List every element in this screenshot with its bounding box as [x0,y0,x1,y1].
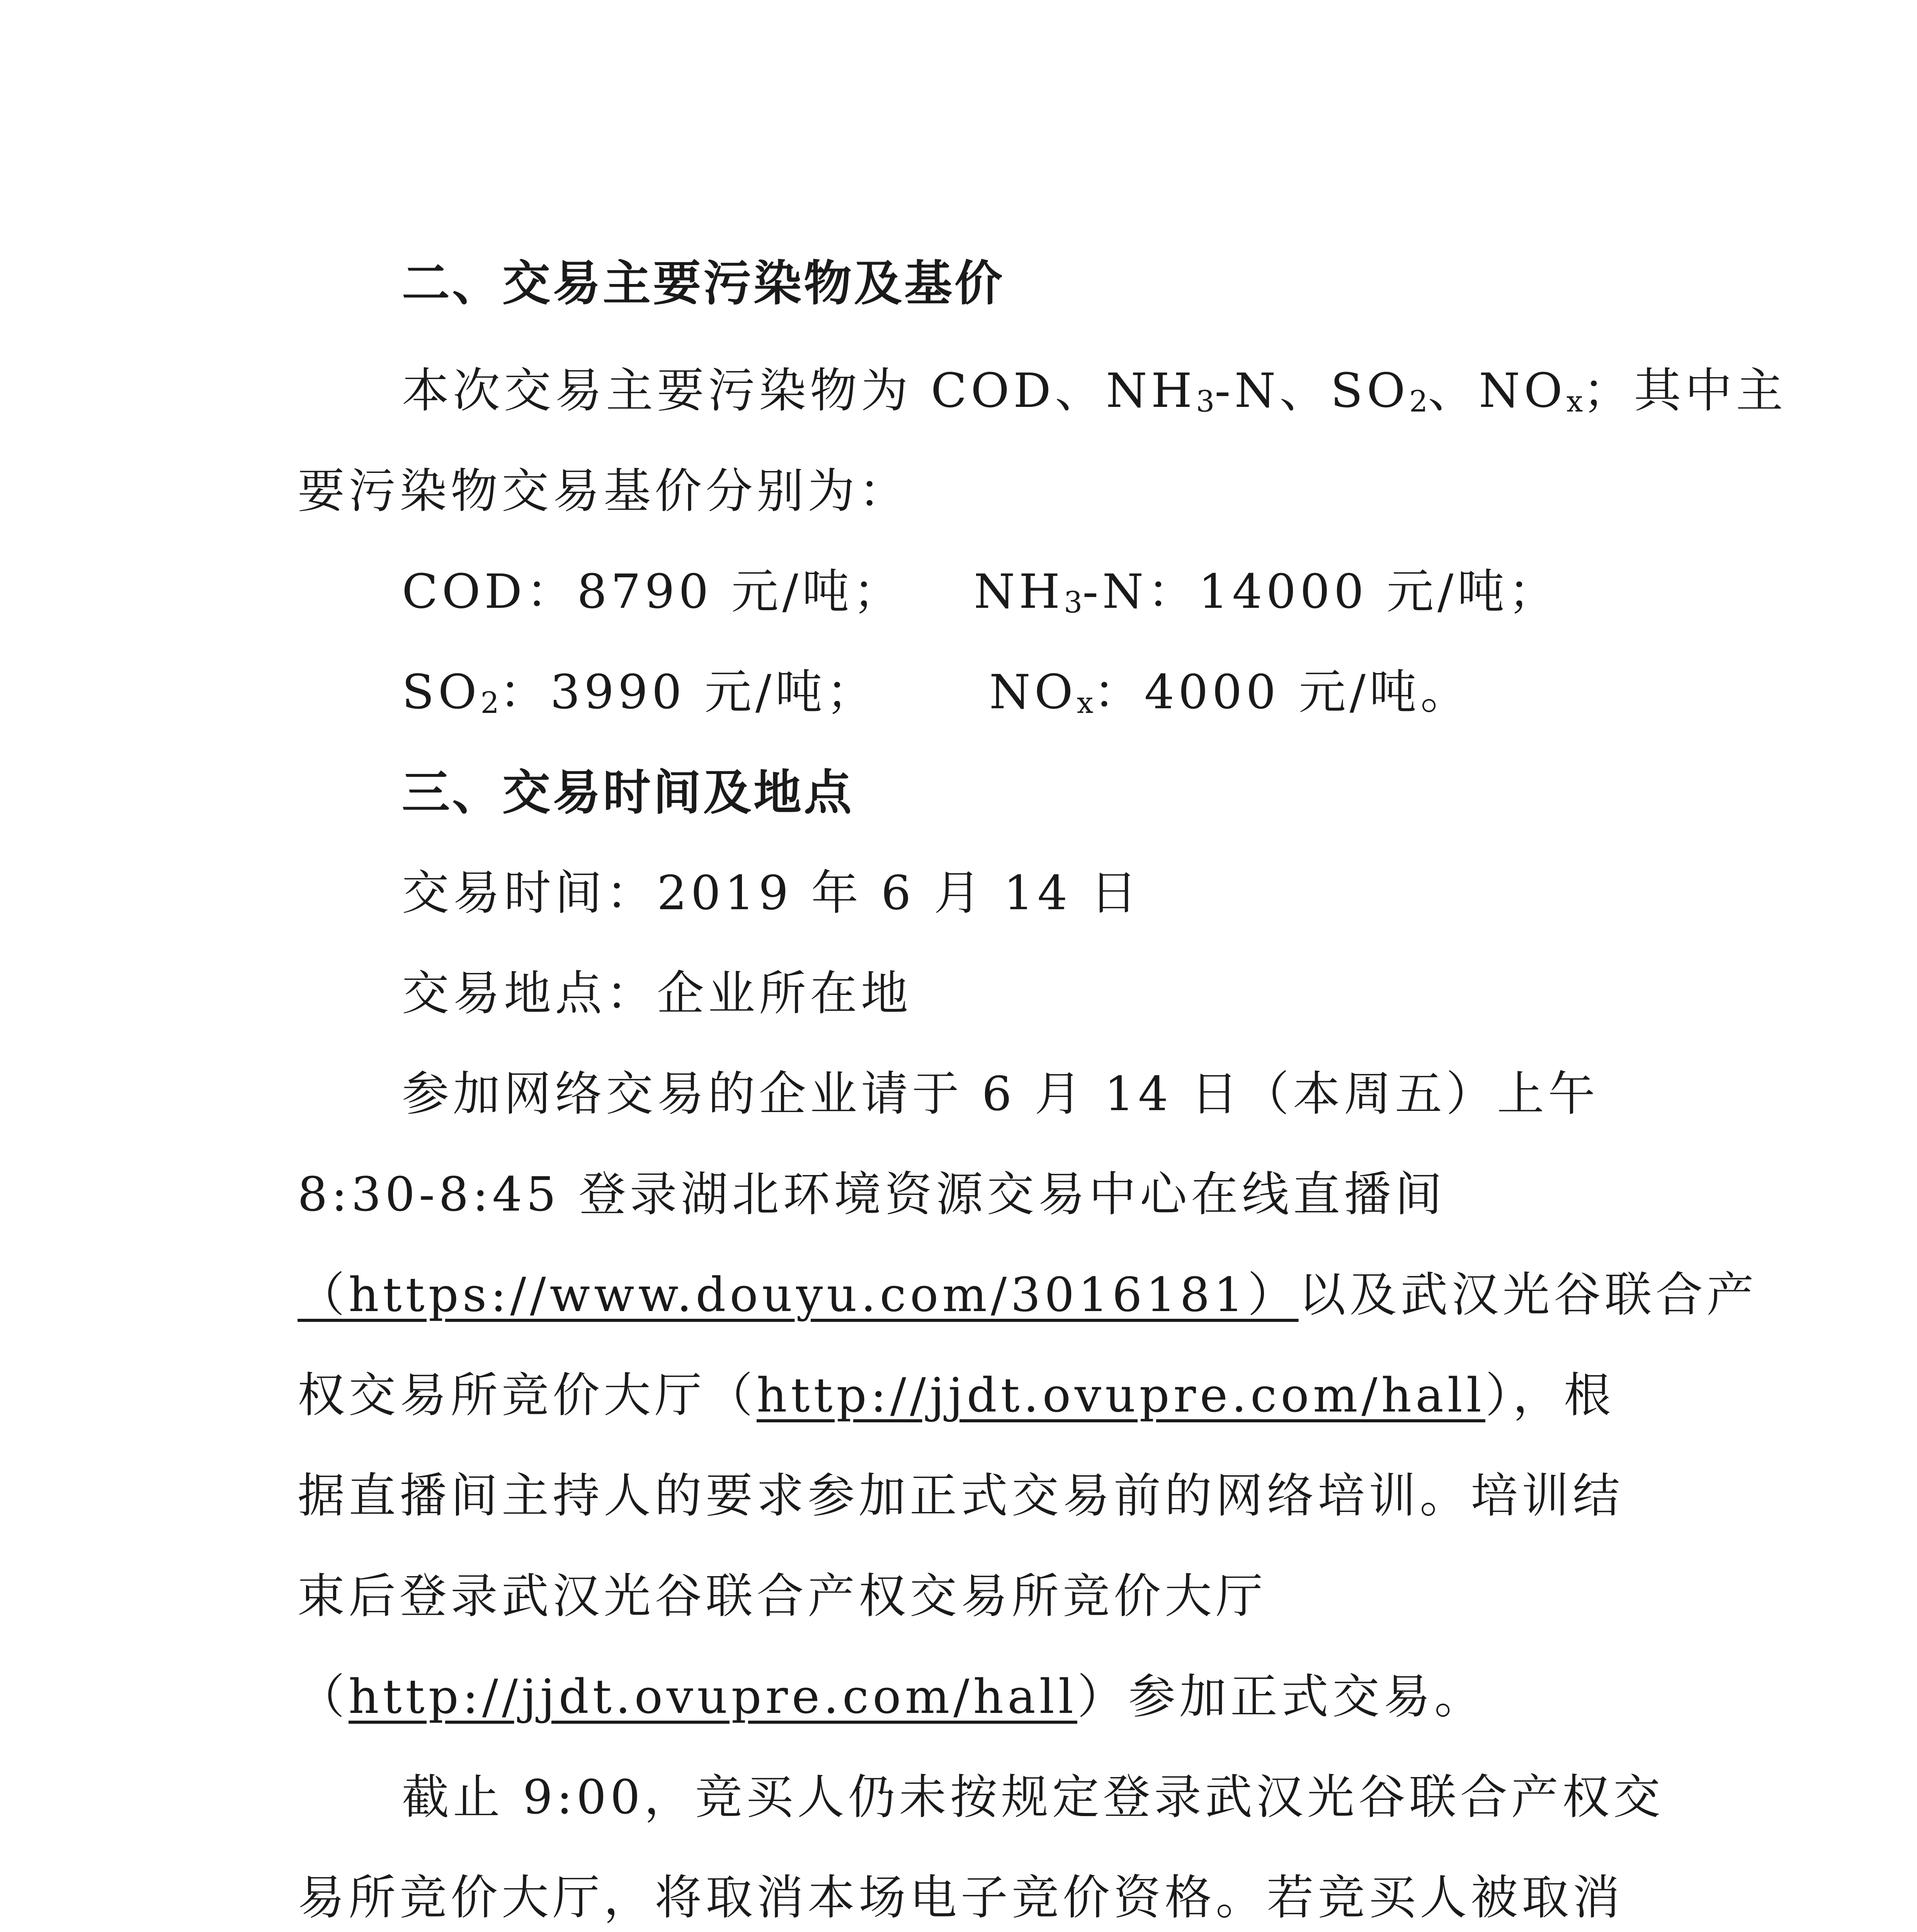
s2-intro-text-b: -N、SO [1214,363,1409,418]
auction-hall-link-2[interactable]: http://jjdt.ovupre.com/hall [349,1669,1077,1724]
s2-intro-sub3: x [1566,384,1583,418]
price-nox-sub: x [1077,686,1094,720]
s3-p1-line7 [298,1669,1485,1724]
s3-p1-line4-b: ），根 [1485,1368,1615,1423]
s2-intro-text-a: 本次交易主要污染物为 COD、NH [402,363,1196,418]
price-nh3n-pre: NH [974,564,1064,619]
price-nox-pre: NO [989,665,1077,719]
section-heading-2: 二、交易主要污染物及基价 [402,256,1005,311]
price-nh3n-post: -N：14000 元/吨； [1082,564,1560,619]
s2-intro-text-d: ；其中主 [1583,363,1787,418]
s3-p1-line4-a: 权交易所竞价大厅（ [298,1368,757,1423]
s2-intro-line1 [402,363,1787,418]
price-cod: COD：8790 元/吨； [402,564,904,619]
section-heading-3: 三、交易时间及地点 [402,765,854,821]
auction-hall-link-1[interactable]: http://jjdt.ovupre.com/hall [757,1368,1485,1423]
trade-time: 交易时间：2019 年 6 月 14 日 [402,866,1141,920]
price-so2-pre: SO [402,665,481,719]
s3-p1-line5: 据直播间主持人的要求参加正式交易前的网络培训。培训结 [298,1468,1624,1523]
price-nox [989,665,1471,720]
s3-p1-line2: 8:30-8:45 登录湖北环境资源交易中心在线直播间 [298,1167,1446,1222]
s3-p1-line1: 参加网络交易的企业请于 6 月 14 日（本周五）上午 [402,1066,1599,1121]
s2-intro-line2: 要污染物交易基价分别为： [298,464,910,519]
s3-p1-line4 [298,1368,1615,1423]
s3-p1-line3-rest: 以及武汉光谷联合产 [1298,1267,1758,1322]
s3-p1-line6: 束后登录武汉光谷联合产权交易所竞价大厅 [298,1569,1267,1624]
douyu-link[interactable]: （https://www.douyu.com/3016181） [298,1267,1299,1322]
s3-p2-line1: 截止 9:00，竞买人仍未按规定登录武汉光谷联合产权交 [402,1770,1664,1825]
s2-intro-text-c: 、NO [1427,363,1567,418]
s2-intro-sub1: 3 [1196,384,1215,418]
s2-intro-sub2: 2 [1409,384,1428,418]
price-so2-sub: 2 [480,686,499,720]
price-nh3n-sub: 3 [1064,585,1083,619]
trade-place: 交易地点：企业所在地 [402,966,912,1021]
s3-p2-line2: 易所竞价大厅，将取消本场电子竞价资格。若竞买人被取消 [298,1870,1624,1925]
s3-p1-line3 [298,1267,1758,1322]
s3-p1-line7-a: （ [298,1669,349,1724]
price-nox-post: ：4000 元/吨。 [1093,665,1471,719]
s3-p1-line7-b: ）参加正式交易。 [1077,1669,1485,1724]
price-so2 [402,665,878,720]
price-so2-post: ：3990 元/吨； [499,665,878,719]
price-nh3n [974,564,1560,619]
